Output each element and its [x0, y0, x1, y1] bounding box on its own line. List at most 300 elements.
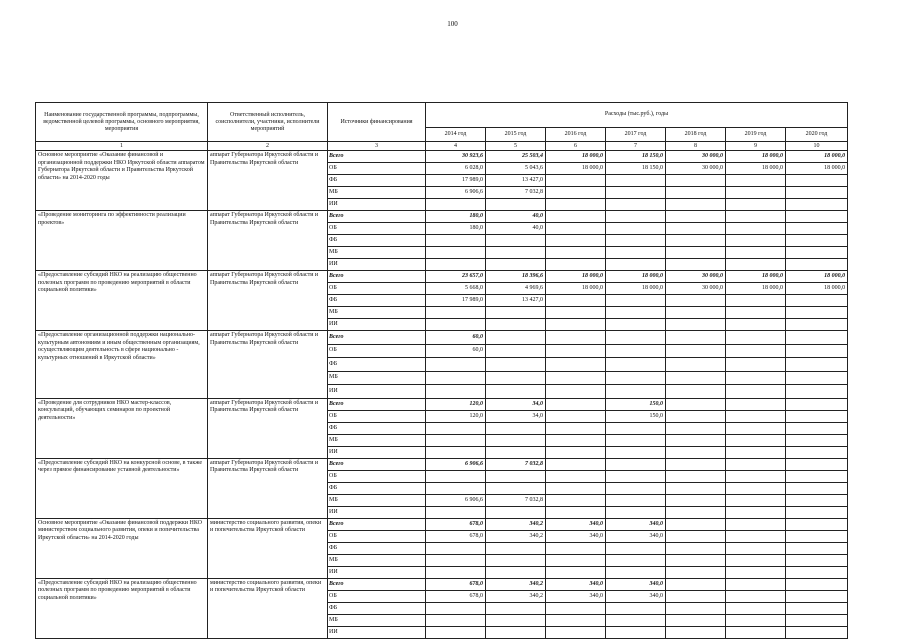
expense-value	[606, 542, 666, 554]
expense-value: 18 000,0	[546, 151, 606, 163]
expense-value	[426, 614, 486, 626]
header-year: 2017 год	[606, 127, 666, 141]
column-number: 4	[426, 142, 486, 151]
funding-source: МБ	[328, 434, 426, 446]
expense-value	[606, 626, 666, 638]
expense-value	[606, 259, 666, 271]
activity-name: «Проведение мониторинга по эффективности реализации проектов»	[36, 211, 208, 271]
funding-source: ФБ	[328, 295, 426, 307]
expense-value: 678,0	[426, 578, 486, 590]
funding-source: ФБ	[328, 235, 426, 247]
expense-value	[666, 626, 726, 638]
expense-value	[426, 626, 486, 638]
header-year: 2019 год	[726, 127, 786, 141]
header-year: 2018 год	[666, 127, 726, 141]
expense-value: 340,0	[546, 590, 606, 602]
activity-name: «Предоставление субсидий НКО на конкурсной основе, в также через прямое финансирование уставной деятельности»	[36, 458, 208, 518]
funding-source: ОБ	[328, 223, 426, 235]
expense-value	[666, 247, 726, 259]
expense-value: 13 427,0	[486, 175, 546, 187]
expense-value	[786, 398, 848, 410]
funding-source: ИИ	[328, 319, 426, 331]
expense-value	[726, 307, 786, 319]
expense-value	[786, 434, 848, 446]
expense-value	[546, 331, 606, 345]
expense-value	[726, 590, 786, 602]
expense-value	[726, 626, 786, 638]
expense-value	[786, 371, 848, 385]
responsible-executor: аппарат Губернатора Иркутской области и Правительства Иркутской области	[208, 271, 328, 331]
expense-value: 60,0	[426, 344, 486, 358]
expense-value	[546, 259, 606, 271]
expense-value	[786, 590, 848, 602]
responsible-executor: аппарат Губернатора Иркутской области и Правительства Иркутской области	[208, 211, 328, 271]
funding-source: ОБ	[328, 410, 426, 422]
expense-value	[666, 259, 726, 271]
expense-value: 340,2	[486, 530, 546, 542]
funding-source: ИИ	[328, 506, 426, 518]
expense-value	[726, 223, 786, 235]
expense-value	[666, 319, 726, 331]
expense-value	[426, 259, 486, 271]
expense-value	[546, 358, 606, 372]
table-row	[36, 211, 848, 223]
expense-value	[546, 506, 606, 518]
funding-source: МБ	[328, 247, 426, 259]
funding-source: Всего	[328, 271, 426, 283]
expense-value	[606, 602, 666, 614]
column-number: 6	[546, 142, 606, 151]
expense-value: 18 150,0	[606, 151, 666, 163]
expense-value	[786, 259, 848, 271]
expense-value	[606, 566, 666, 578]
header-year: 2020 год	[786, 127, 848, 141]
expense-value	[546, 566, 606, 578]
column-number: 9	[726, 142, 786, 151]
expense-value	[666, 566, 726, 578]
expense-value	[546, 307, 606, 319]
expense-value	[546, 295, 606, 307]
expense-value	[426, 371, 486, 385]
expense-value: 340,0	[546, 530, 606, 542]
expense-value	[606, 371, 666, 385]
expense-value	[726, 259, 786, 271]
table-row	[36, 151, 848, 163]
header-year: 2015 год	[486, 127, 546, 141]
expense-value	[666, 614, 726, 626]
expense-value	[546, 482, 606, 494]
expense-value	[726, 371, 786, 385]
expense-value	[786, 410, 848, 422]
expense-value	[486, 602, 546, 614]
expense-value	[726, 211, 786, 223]
expense-value	[666, 358, 726, 372]
column-number: 8	[666, 142, 726, 151]
expense-value	[666, 446, 726, 458]
expense-value	[546, 398, 606, 410]
expense-value	[486, 470, 546, 482]
expense-value	[726, 542, 786, 554]
expense-value: 18 000,0	[726, 151, 786, 163]
budget-table	[35, 102, 848, 639]
expense-value: 340,0	[606, 578, 666, 590]
expense-value	[606, 470, 666, 482]
responsible-executor: министерство социального развития, опеки и попечительства Иркутской области	[208, 518, 328, 578]
expense-value	[726, 470, 786, 482]
expense-value	[726, 614, 786, 626]
funding-source: ИИ	[328, 385, 426, 399]
expense-value: 150,0	[606, 398, 666, 410]
expense-value	[606, 331, 666, 345]
expense-value	[606, 458, 666, 470]
funding-source: ОБ	[328, 590, 426, 602]
expense-value: 120,0	[426, 410, 486, 422]
expense-value	[426, 319, 486, 331]
expense-value	[486, 385, 546, 399]
expense-value: 18 000,0	[726, 271, 786, 283]
expense-value	[606, 494, 666, 506]
expense-value	[606, 247, 666, 259]
expense-value	[546, 626, 606, 638]
expense-value	[666, 187, 726, 199]
expense-value	[726, 175, 786, 187]
expense-value	[666, 211, 726, 223]
expense-value	[486, 358, 546, 372]
expense-value	[606, 385, 666, 399]
expense-value	[546, 385, 606, 399]
expense-value	[546, 434, 606, 446]
expense-value	[666, 590, 726, 602]
expense-value	[786, 494, 848, 506]
expense-value	[606, 482, 666, 494]
expense-value	[486, 344, 546, 358]
expense-value	[546, 470, 606, 482]
expense-value	[426, 199, 486, 211]
funding-source: ОБ	[328, 163, 426, 175]
expense-value	[426, 554, 486, 566]
expense-value	[666, 470, 726, 482]
funding-source: МБ	[328, 371, 426, 385]
expense-value	[726, 344, 786, 358]
funding-source: ИИ	[328, 566, 426, 578]
funding-source: Всего	[328, 458, 426, 470]
expense-value: 18 000,0	[786, 271, 848, 283]
expense-value	[786, 482, 848, 494]
expense-value	[426, 566, 486, 578]
expense-value	[786, 614, 848, 626]
expense-value: 678,0	[426, 530, 486, 542]
expense-value: 18 000,0	[546, 283, 606, 295]
expense-value	[786, 344, 848, 358]
expense-value: 30 000,0	[666, 151, 726, 163]
expense-value	[546, 371, 606, 385]
expense-value: 340,2	[486, 518, 546, 530]
expense-value	[546, 211, 606, 223]
expense-value	[486, 446, 546, 458]
funding-source: ФБ	[328, 175, 426, 187]
expense-value	[546, 235, 606, 247]
table-row	[36, 331, 848, 345]
expense-value	[486, 566, 546, 578]
expense-value: 340,0	[606, 530, 666, 542]
expense-value: 18 000,0	[606, 283, 666, 295]
expense-value	[426, 385, 486, 399]
expense-value	[486, 542, 546, 554]
expense-value	[606, 434, 666, 446]
expense-value: 23 657,0	[426, 271, 486, 283]
expense-value	[726, 422, 786, 434]
expense-value: 18 000,0	[786, 283, 848, 295]
expense-value	[606, 211, 666, 223]
page-number: 100	[447, 20, 458, 28]
expense-value	[786, 470, 848, 482]
expense-value	[546, 614, 606, 626]
expense-value	[426, 307, 486, 319]
expense-value	[666, 410, 726, 422]
expense-value: 150,0	[606, 410, 666, 422]
expense-value: 7 032,8	[486, 187, 546, 199]
expense-value: 18 000,0	[546, 271, 606, 283]
expense-value	[786, 554, 848, 566]
expense-value	[546, 247, 606, 259]
funding-source: МБ	[328, 494, 426, 506]
expense-value	[666, 518, 726, 530]
activity-name: «Проведение для сотрудников НКО мастер-классов, консультаций, обучающих семинаров по проектной деятельности»	[36, 398, 208, 458]
funding-source: ФБ	[328, 602, 426, 614]
expense-value	[666, 371, 726, 385]
expense-value: 25 503,4	[486, 151, 546, 163]
expense-value	[666, 494, 726, 506]
expense-value	[606, 506, 666, 518]
expense-value	[486, 307, 546, 319]
activity-name: «Предоставление субсидий НКО на реализацию общественно полезных программ по проведению мероприятий в области социальной политики»	[36, 271, 208, 331]
expense-value: 4 969,6	[486, 283, 546, 295]
expense-value	[426, 542, 486, 554]
funding-source: ОБ	[328, 283, 426, 295]
expense-value	[786, 518, 848, 530]
expense-value	[486, 259, 546, 271]
funding-source: ИИ	[328, 626, 426, 638]
funding-source: МБ	[328, 187, 426, 199]
table-row	[36, 398, 848, 410]
expense-value	[666, 530, 726, 542]
expense-value	[486, 614, 546, 626]
expense-value	[486, 626, 546, 638]
responsible-executor: аппарат Губернатора Иркутской области и Правительства Иркутской области	[208, 398, 328, 458]
expense-value	[726, 566, 786, 578]
expense-value	[666, 458, 726, 470]
expense-value: 18 396,6	[486, 271, 546, 283]
funding-source: МБ	[328, 554, 426, 566]
expense-value	[546, 187, 606, 199]
expense-value	[606, 344, 666, 358]
funding-source: Всего	[328, 151, 426, 163]
expense-value: 18 000,0	[546, 163, 606, 175]
expense-value	[666, 175, 726, 187]
expense-value	[606, 199, 666, 211]
expense-value	[726, 187, 786, 199]
expense-value	[546, 422, 606, 434]
expense-value	[786, 223, 848, 235]
expense-value: 340,0	[546, 518, 606, 530]
funding-source: Всего	[328, 331, 426, 345]
funding-source: ФБ	[328, 422, 426, 434]
expense-value: 30 000,0	[666, 271, 726, 283]
expense-value	[726, 446, 786, 458]
expense-value	[486, 235, 546, 247]
expense-value: 34,0	[486, 398, 546, 410]
expense-value	[666, 295, 726, 307]
expense-value	[606, 422, 666, 434]
header-resp-col: Ответственный исполнитель, соисполнители, участники, исполнители мероприятий	[208, 103, 328, 142]
expense-value	[426, 247, 486, 259]
funding-source: ОБ	[328, 470, 426, 482]
expense-value	[606, 307, 666, 319]
expense-value	[606, 554, 666, 566]
column-number: 2	[208, 142, 328, 151]
expense-value	[786, 458, 848, 470]
funding-source: ИИ	[328, 446, 426, 458]
responsible-executor: аппарат Губернатора Иркутской области и Правительства Иркутской области	[208, 331, 328, 399]
expense-value	[786, 331, 848, 345]
expense-value	[726, 554, 786, 566]
expense-value	[786, 542, 848, 554]
expense-value	[726, 434, 786, 446]
expense-value	[726, 530, 786, 542]
expense-value	[666, 398, 726, 410]
funding-source: ИИ	[328, 259, 426, 271]
expense-value	[786, 235, 848, 247]
expense-value	[786, 295, 848, 307]
expense-value	[606, 187, 666, 199]
expense-value: 18 000,0	[606, 271, 666, 283]
expense-value	[486, 247, 546, 259]
expense-value	[786, 211, 848, 223]
activity-name: «Предоставление субсидий НКО на реализацию общественно полезных программ по проведению мероприятий в области социальной политики»	[36, 578, 208, 638]
funding-source: Всего	[328, 398, 426, 410]
expense-value: 30 000,0	[666, 283, 726, 295]
expense-value: 5 668,0	[426, 283, 486, 295]
column-number-row	[36, 142, 848, 151]
expense-value	[486, 319, 546, 331]
expense-value: 180,0	[426, 223, 486, 235]
expense-value	[666, 434, 726, 446]
expense-value	[726, 247, 786, 259]
expense-value: 340,0	[606, 590, 666, 602]
expense-value	[486, 422, 546, 434]
responsible-executor: министерство социального развития, опеки и попечительства Иркутской области	[208, 578, 328, 638]
funding-source: Всего	[328, 211, 426, 223]
expense-value: 340,2	[486, 590, 546, 602]
expense-value	[666, 578, 726, 590]
expense-value	[786, 187, 848, 199]
funding-source: Всего	[328, 518, 426, 530]
expense-value: 7 032,8	[486, 494, 546, 506]
expense-value	[546, 319, 606, 331]
expense-value	[786, 175, 848, 187]
expense-value	[726, 458, 786, 470]
expense-value	[726, 602, 786, 614]
expense-value: 18 000,0	[786, 151, 848, 163]
expense-value	[726, 506, 786, 518]
expense-value	[726, 319, 786, 331]
expense-value: 340,0	[546, 578, 606, 590]
expense-value: 60,0	[426, 331, 486, 345]
expense-value	[786, 626, 848, 638]
column-number: 10	[786, 142, 848, 151]
expense-value	[726, 199, 786, 211]
funding-source: Всего	[328, 578, 426, 590]
expense-value: 40,0	[486, 211, 546, 223]
activity-name: Основное мероприятие «Оказание финансовой и организационной поддержки НКО Иркутской области аппаратом Губернатора Иркутской области и Правительства Иркутской области» на 2014-2020 годы	[36, 151, 208, 211]
table-row	[36, 578, 848, 590]
table-row	[36, 271, 848, 283]
expense-value	[426, 422, 486, 434]
expense-value	[786, 530, 848, 542]
expense-value: 678,0	[426, 518, 486, 530]
expense-value	[486, 199, 546, 211]
table-body	[36, 103, 848, 639]
expense-value: 340,2	[486, 578, 546, 590]
expense-value	[786, 602, 848, 614]
expense-value: 340,0	[606, 518, 666, 530]
expense-value	[726, 358, 786, 372]
expense-value: 7 032,8	[486, 458, 546, 470]
header-source-col: Источники финансирования	[328, 103, 426, 142]
expense-value	[786, 247, 848, 259]
funding-source: ОБ	[328, 344, 426, 358]
header-year: 2014 год	[426, 127, 486, 141]
expense-value: 6 028,0	[426, 163, 486, 175]
expense-value	[546, 458, 606, 470]
expense-value	[726, 482, 786, 494]
expense-value	[546, 446, 606, 458]
expense-value	[486, 371, 546, 385]
column-number: 7	[606, 142, 666, 151]
column-number: 1	[36, 142, 208, 151]
expense-value	[726, 331, 786, 345]
expense-value	[726, 398, 786, 410]
expense-value: 40,0	[486, 223, 546, 235]
expense-value	[786, 446, 848, 458]
expense-value	[666, 199, 726, 211]
header-name-col: Наименование государственной программы, подпрограммы, ведомственной целевой программы, основного мероприятия, мероприятия	[36, 103, 208, 142]
expense-value	[666, 307, 726, 319]
expense-value: 180,0	[426, 211, 486, 223]
expense-value	[486, 554, 546, 566]
expense-value	[426, 482, 486, 494]
expense-value	[546, 175, 606, 187]
expense-value	[426, 470, 486, 482]
expense-value	[546, 410, 606, 422]
expense-value	[786, 307, 848, 319]
expense-value	[606, 358, 666, 372]
expense-value	[546, 602, 606, 614]
expense-value	[666, 482, 726, 494]
header-row	[36, 103, 848, 128]
expense-value: 17 989,0	[426, 295, 486, 307]
expense-value	[606, 175, 666, 187]
expense-value	[426, 235, 486, 247]
expense-value: 18 000,0	[786, 163, 848, 175]
column-number: 3	[328, 142, 426, 151]
expense-value: 6 906,6	[426, 187, 486, 199]
expense-value	[486, 482, 546, 494]
expense-value: 18 150,0	[606, 163, 666, 175]
header-year: 2016 год	[546, 127, 606, 141]
expense-value	[786, 358, 848, 372]
table-row	[36, 518, 848, 530]
